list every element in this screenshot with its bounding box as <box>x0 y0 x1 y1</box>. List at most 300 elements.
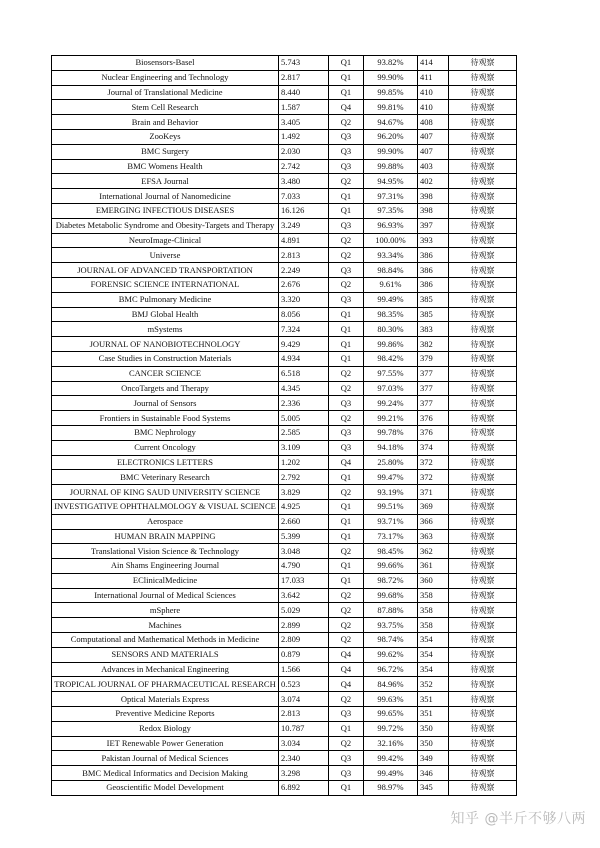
journal-name-cell: Nuclear Engineering and Technology <box>52 70 279 85</box>
status-cell: 待观察 <box>449 514 517 529</box>
percentage-cell: 96.72% <box>364 662 418 677</box>
percentage-cell: 97.55% <box>364 366 418 381</box>
quartile-cell: Q3 <box>329 144 364 159</box>
journal-name-cell: NeuroImage-Clinical <box>52 233 279 248</box>
percentage-cell: 99.63% <box>364 692 418 707</box>
rank-count-cell: 386 <box>418 277 449 292</box>
journal-name-cell: JOURNAL OF KING SAUD UNIVERSITY SCIENCE <box>52 485 279 500</box>
quartile-cell: Q1 <box>329 781 364 796</box>
table-row <box>52 766 517 781</box>
quartile-cell: Q2 <box>329 381 364 396</box>
journal-name-cell: OncoTargets and Therapy <box>52 381 279 396</box>
rank-count-cell: 354 <box>418 647 449 662</box>
journal-name-cell: EMERGING INFECTIOUS DISEASES <box>52 203 279 218</box>
journal-name-cell: Machines <box>52 618 279 633</box>
quartile-cell: Q1 <box>329 70 364 85</box>
status-cell: 待观察 <box>449 396 517 411</box>
percentage-cell: 25.80% <box>364 455 418 470</box>
status-cell: 待观察 <box>449 485 517 500</box>
impact-factor-cell: 4.345 <box>279 381 329 396</box>
status-cell: 待观察 <box>449 692 517 707</box>
impact-factor-cell: 3.109 <box>279 440 329 455</box>
quartile-cell: Q2 <box>329 411 364 426</box>
percentage-cell: 99.88% <box>364 159 418 174</box>
rank-count-cell: 358 <box>418 618 449 633</box>
rank-count-cell: 366 <box>418 514 449 529</box>
journal-name-cell: Redox Biology <box>52 721 279 736</box>
status-cell: 待观察 <box>449 115 517 130</box>
quartile-cell: Q1 <box>329 573 364 588</box>
table-row <box>52 485 517 500</box>
impact-factor-cell: 3.480 <box>279 174 329 189</box>
table-row <box>52 677 517 692</box>
rank-count-cell: 345 <box>418 781 449 796</box>
table-row <box>52 751 517 766</box>
status-cell: 待观察 <box>449 70 517 85</box>
percentage-cell: 97.03% <box>364 381 418 396</box>
rank-count-cell: 350 <box>418 736 449 751</box>
percentage-cell: 84.96% <box>364 677 418 692</box>
journal-name-cell: ZooKeys <box>52 129 279 144</box>
quartile-cell: Q1 <box>329 514 364 529</box>
table-row <box>52 425 517 440</box>
rank-count-cell: 386 <box>418 263 449 278</box>
impact-factor-cell: 6.518 <box>279 366 329 381</box>
percentage-cell: 99.21% <box>364 411 418 426</box>
percentage-cell: 99.24% <box>364 396 418 411</box>
status-cell: 待观察 <box>449 248 517 263</box>
journal-name-cell: mSystems <box>52 322 279 337</box>
impact-factor-cell: 3.034 <box>279 736 329 751</box>
quartile-cell: Q3 <box>329 396 364 411</box>
rank-count-cell: 354 <box>418 633 449 648</box>
impact-factor-cell: 2.676 <box>279 277 329 292</box>
table-row <box>52 159 517 174</box>
impact-factor-cell: 5.029 <box>279 603 329 618</box>
quartile-cell: Q1 <box>329 559 364 574</box>
journal-name-cell: International Journal of Nanomedicine <box>52 189 279 204</box>
rank-count-cell: 410 <box>418 100 449 115</box>
journal-name-cell: Translational Vision Science & Technology <box>52 544 279 559</box>
impact-factor-cell: 5.399 <box>279 529 329 544</box>
rank-count-cell: 382 <box>418 337 449 352</box>
rank-count-cell: 369 <box>418 499 449 514</box>
impact-factor-cell: 8.440 <box>279 85 329 100</box>
table-row <box>52 529 517 544</box>
table-row <box>52 189 517 204</box>
percentage-cell: 98.72% <box>364 573 418 588</box>
percentage-cell: 99.42% <box>364 751 418 766</box>
status-cell: 待观察 <box>449 159 517 174</box>
impact-factor-cell: 16.126 <box>279 203 329 218</box>
impact-factor-cell: 2.030 <box>279 144 329 159</box>
rank-count-cell: 346 <box>418 766 449 781</box>
quartile-cell: Q1 <box>329 307 364 322</box>
table-row <box>52 692 517 707</box>
impact-factor-cell: 4.891 <box>279 233 329 248</box>
percentage-cell: 99.85% <box>364 85 418 100</box>
journal-name-cell: Optical Materials Express <box>52 692 279 707</box>
quartile-cell: Q3 <box>329 766 364 781</box>
journal-name-cell: Frontiers in Sustainable Food Systems <box>52 411 279 426</box>
percentage-cell: 98.45% <box>364 544 418 559</box>
quartile-cell: Q2 <box>329 603 364 618</box>
impact-factor-cell: 7.324 <box>279 322 329 337</box>
impact-factor-cell: 1.492 <box>279 129 329 144</box>
table-row <box>52 307 517 322</box>
rank-count-cell: 360 <box>418 573 449 588</box>
impact-factor-cell: 5.005 <box>279 411 329 426</box>
status-cell: 待观察 <box>449 322 517 337</box>
status-cell: 待观察 <box>449 781 517 796</box>
journal-table-body <box>52 56 517 796</box>
table-row <box>52 366 517 381</box>
status-cell: 待观察 <box>449 470 517 485</box>
rank-count-cell: 397 <box>418 218 449 233</box>
percentage-cell: 99.49% <box>364 766 418 781</box>
quartile-cell: Q1 <box>329 203 364 218</box>
percentage-cell: 87.88% <box>364 603 418 618</box>
journal-name-cell: BMC Nephrology <box>52 425 279 440</box>
quartile-cell: Q3 <box>329 159 364 174</box>
quartile-cell: Q2 <box>329 485 364 500</box>
impact-factor-cell: 1.566 <box>279 662 329 677</box>
percentage-cell: 97.35% <box>364 203 418 218</box>
table-row <box>52 233 517 248</box>
journal-table <box>51 55 517 796</box>
journal-name-cell: BMC Veterinary Research <box>52 470 279 485</box>
quartile-cell: Q4 <box>329 100 364 115</box>
rank-count-cell: 374 <box>418 440 449 455</box>
status-cell: 待观察 <box>449 588 517 603</box>
quartile-cell: Q1 <box>329 499 364 514</box>
quartile-cell: Q1 <box>329 337 364 352</box>
journal-name-cell: JOURNAL OF ADVANCED TRANSPORTATION <box>52 263 279 278</box>
rank-count-cell: 402 <box>418 174 449 189</box>
status-cell: 待观察 <box>449 499 517 514</box>
impact-factor-cell: 3.642 <box>279 588 329 603</box>
status-cell: 待观察 <box>449 618 517 633</box>
percentage-cell: 99.66% <box>364 559 418 574</box>
table-row <box>52 322 517 337</box>
rank-count-cell: 398 <box>418 203 449 218</box>
rank-count-cell: 407 <box>418 144 449 159</box>
quartile-cell: Q4 <box>329 647 364 662</box>
rank-count-cell: 350 <box>418 721 449 736</box>
journal-name-cell: Biosensors-Basel <box>52 56 279 71</box>
percentage-cell: 9.61% <box>364 277 418 292</box>
impact-factor-cell: 2.585 <box>279 425 329 440</box>
rank-count-cell: 411 <box>418 70 449 85</box>
table-row <box>52 115 517 130</box>
table-row <box>52 56 517 71</box>
journal-name-cell: BMC Medical Informatics and Decision Making <box>52 766 279 781</box>
rank-count-cell: 372 <box>418 470 449 485</box>
table-row <box>52 603 517 618</box>
journal-name-cell: FORENSIC SCIENCE INTERNATIONAL <box>52 277 279 292</box>
status-cell: 待观察 <box>449 647 517 662</box>
journal-name-cell: Diabetes Metabolic Syndrome and Obesity-Targets and Therapy <box>52 218 279 233</box>
rank-count-cell: 376 <box>418 411 449 426</box>
status-cell: 待观察 <box>449 277 517 292</box>
quartile-cell: Q2 <box>329 692 364 707</box>
percentage-cell: 96.93% <box>364 218 418 233</box>
impact-factor-cell: 2.660 <box>279 514 329 529</box>
journal-name-cell: INVESTIGATIVE OPHTHALMOLOGY & VISUAL SCIENCE <box>52 499 279 514</box>
table-row <box>52 337 517 352</box>
journal-name-cell: EFSA Journal <box>52 174 279 189</box>
quartile-cell: Q1 <box>329 322 364 337</box>
quartile-cell: Q3 <box>329 707 364 722</box>
percentage-cell: 93.34% <box>364 248 418 263</box>
rank-count-cell: 351 <box>418 692 449 707</box>
percentage-cell: 99.86% <box>364 337 418 352</box>
table-row <box>52 499 517 514</box>
quartile-cell: Q3 <box>329 440 364 455</box>
table-row <box>52 662 517 677</box>
table-row <box>52 292 517 307</box>
status-cell: 待观察 <box>449 129 517 144</box>
impact-factor-cell: 2.817 <box>279 70 329 85</box>
status-cell: 待观察 <box>449 573 517 588</box>
table-row <box>52 455 517 470</box>
impact-factor-cell: 5.743 <box>279 56 329 71</box>
journal-name-cell: IET Renewable Power Generation <box>52 736 279 751</box>
table-row <box>52 144 517 159</box>
table-row <box>52 129 517 144</box>
rank-count-cell: 363 <box>418 529 449 544</box>
status-cell: 待观察 <box>449 203 517 218</box>
journal-name-cell: Current Oncology <box>52 440 279 455</box>
impact-factor-cell: 2.792 <box>279 470 329 485</box>
status-cell: 待观察 <box>449 366 517 381</box>
journal-name-cell: BMJ Global Health <box>52 307 279 322</box>
rank-count-cell: 362 <box>418 544 449 559</box>
rank-count-cell: 383 <box>418 322 449 337</box>
quartile-cell: Q1 <box>329 721 364 736</box>
table-row <box>52 647 517 662</box>
quartile-cell: Q3 <box>329 425 364 440</box>
rank-count-cell: 379 <box>418 351 449 366</box>
percentage-cell: 73.17% <box>364 529 418 544</box>
percentage-cell: 98.42% <box>364 351 418 366</box>
table-row <box>52 707 517 722</box>
impact-factor-cell: 4.934 <box>279 351 329 366</box>
table-row <box>52 85 517 100</box>
rank-count-cell: 385 <box>418 292 449 307</box>
quartile-cell: Q4 <box>329 677 364 692</box>
status-cell: 待观察 <box>449 425 517 440</box>
journal-name-cell: Computational and Mathematical Methods in Medicine <box>52 633 279 648</box>
percentage-cell: 98.84% <box>364 263 418 278</box>
impact-factor-cell: 2.809 <box>279 633 329 648</box>
impact-factor-cell: 3.298 <box>279 766 329 781</box>
table-row <box>52 440 517 455</box>
quartile-cell: Q2 <box>329 633 364 648</box>
percentage-cell: 99.68% <box>364 588 418 603</box>
impact-factor-cell: 2.899 <box>279 618 329 633</box>
journal-name-cell: Universe <box>52 248 279 263</box>
impact-factor-cell: 3.320 <box>279 292 329 307</box>
impact-factor-cell: 17.033 <box>279 573 329 588</box>
rank-count-cell: 358 <box>418 588 449 603</box>
rank-count-cell: 385 <box>418 307 449 322</box>
rank-count-cell: 403 <box>418 159 449 174</box>
journal-name-cell: Journal of Translational Medicine <box>52 85 279 100</box>
quartile-cell: Q2 <box>329 277 364 292</box>
percentage-cell: 99.62% <box>364 647 418 662</box>
status-cell: 待观察 <box>449 736 517 751</box>
impact-factor-cell: 2.813 <box>279 707 329 722</box>
status-cell: 待观察 <box>449 292 517 307</box>
percentage-cell: 99.72% <box>364 721 418 736</box>
impact-factor-cell: 4.925 <box>279 499 329 514</box>
status-cell: 待观察 <box>449 707 517 722</box>
percentage-cell: 98.74% <box>364 633 418 648</box>
journal-name-cell: BMC Surgery <box>52 144 279 159</box>
status-cell: 待观察 <box>449 411 517 426</box>
quartile-cell: Q2 <box>329 174 364 189</box>
percentage-cell: 96.20% <box>364 129 418 144</box>
impact-factor-cell: 3.249 <box>279 218 329 233</box>
percentage-cell: 94.67% <box>364 115 418 130</box>
rank-count-cell: 377 <box>418 381 449 396</box>
table-row <box>52 721 517 736</box>
status-cell: 待观察 <box>449 440 517 455</box>
status-cell: 待观察 <box>449 751 517 766</box>
rank-count-cell: 372 <box>418 455 449 470</box>
status-cell: 待观察 <box>449 544 517 559</box>
rank-count-cell: 361 <box>418 559 449 574</box>
table-row <box>52 633 517 648</box>
quartile-cell: Q2 <box>329 115 364 130</box>
impact-factor-cell: 10.787 <box>279 721 329 736</box>
status-cell: 待观察 <box>449 677 517 692</box>
quartile-cell: Q1 <box>329 189 364 204</box>
journal-name-cell: EClinicalMedicine <box>52 573 279 588</box>
status-cell: 待观察 <box>449 633 517 648</box>
impact-factor-cell: 1.202 <box>279 455 329 470</box>
quartile-cell: Q4 <box>329 455 364 470</box>
impact-factor-cell: 2.813 <box>279 248 329 263</box>
table-row <box>52 381 517 396</box>
status-cell: 待观察 <box>449 337 517 352</box>
rank-count-cell: 386 <box>418 248 449 263</box>
table-row <box>52 218 517 233</box>
status-cell: 待观察 <box>449 174 517 189</box>
rank-count-cell: 371 <box>418 485 449 500</box>
status-cell: 待观察 <box>449 721 517 736</box>
journal-name-cell: Case Studies in Construction Materials <box>52 351 279 366</box>
impact-factor-cell: 1.587 <box>279 100 329 115</box>
journal-name-cell: TROPICAL JOURNAL OF PHARMACEUTICAL RESEARCH <box>52 677 279 692</box>
table-row <box>52 544 517 559</box>
table-row <box>52 100 517 115</box>
table-row <box>52 70 517 85</box>
journal-name-cell: HUMAN BRAIN MAPPING <box>52 529 279 544</box>
table-row <box>52 514 517 529</box>
percentage-cell: 93.71% <box>364 514 418 529</box>
status-cell: 待观察 <box>449 56 517 71</box>
quartile-cell: Q1 <box>329 56 364 71</box>
journal-name-cell: Preventive Medicine Reports <box>52 707 279 722</box>
quartile-cell: Q1 <box>329 85 364 100</box>
percentage-cell: 99.65% <box>364 707 418 722</box>
status-cell: 待观察 <box>449 529 517 544</box>
journal-name-cell: SENSORS AND MATERIALS <box>52 647 279 662</box>
quartile-cell: Q3 <box>329 218 364 233</box>
status-cell: 待观察 <box>449 189 517 204</box>
impact-factor-cell: 3.829 <box>279 485 329 500</box>
percentage-cell: 94.95% <box>364 174 418 189</box>
impact-factor-cell: 4.790 <box>279 559 329 574</box>
impact-factor-cell: 2.742 <box>279 159 329 174</box>
percentage-cell: 32.16% <box>364 736 418 751</box>
impact-factor-cell: 8.056 <box>279 307 329 322</box>
quartile-cell: Q3 <box>329 129 364 144</box>
impact-factor-cell: 2.340 <box>279 751 329 766</box>
journal-name-cell: BMC Pulmonary Medicine <box>52 292 279 307</box>
status-cell: 待观察 <box>449 766 517 781</box>
percentage-cell: 99.49% <box>364 292 418 307</box>
table-row <box>52 248 517 263</box>
percentage-cell: 99.81% <box>364 100 418 115</box>
journal-name-cell: Journal of Sensors <box>52 396 279 411</box>
rank-count-cell: 376 <box>418 425 449 440</box>
journal-name-cell: CANCER SCIENCE <box>52 366 279 381</box>
percentage-cell: 98.97% <box>364 781 418 796</box>
table-row <box>52 781 517 796</box>
rank-count-cell: 398 <box>418 189 449 204</box>
impact-factor-cell: 0.879 <box>279 647 329 662</box>
rank-count-cell: 351 <box>418 707 449 722</box>
status-cell: 待观察 <box>449 307 517 322</box>
journal-name-cell: Stem Cell Research <box>52 100 279 115</box>
quartile-cell: Q3 <box>329 751 364 766</box>
impact-factor-cell: 2.336 <box>279 396 329 411</box>
status-cell: 待观察 <box>449 381 517 396</box>
rank-count-cell: 377 <box>418 366 449 381</box>
rank-count-cell: 410 <box>418 85 449 100</box>
quartile-cell: Q1 <box>329 470 364 485</box>
rank-count-cell: 414 <box>418 56 449 71</box>
table-row <box>52 263 517 278</box>
percentage-cell: 97.31% <box>364 189 418 204</box>
percentage-cell: 99.47% <box>364 470 418 485</box>
journal-name-cell: International Journal of Medical Sciences <box>52 588 279 603</box>
percentage-cell: 99.51% <box>364 499 418 514</box>
quartile-cell: Q3 <box>329 292 364 307</box>
journal-name-cell: Geoscientific Model Development <box>52 781 279 796</box>
percentage-cell: 99.78% <box>364 425 418 440</box>
impact-factor-cell: 3.074 <box>279 692 329 707</box>
rank-count-cell: 349 <box>418 751 449 766</box>
journal-name-cell: Advances in Mechanical Engineering <box>52 662 279 677</box>
rank-count-cell: 393 <box>418 233 449 248</box>
journal-name-cell: Ain Shams Engineering Journal <box>52 559 279 574</box>
table-row <box>52 174 517 189</box>
table-row <box>52 470 517 485</box>
journal-name-cell: Aerospace <box>52 514 279 529</box>
impact-factor-cell: 6.892 <box>279 781 329 796</box>
status-cell: 待观察 <box>449 263 517 278</box>
status-cell: 待观察 <box>449 662 517 677</box>
impact-factor-cell: 0.523 <box>279 677 329 692</box>
journal-name-cell: Pakistan Journal of Medical Sciences <box>52 751 279 766</box>
quartile-cell: Q2 <box>329 544 364 559</box>
table-row <box>52 411 517 426</box>
status-cell: 待观察 <box>449 218 517 233</box>
